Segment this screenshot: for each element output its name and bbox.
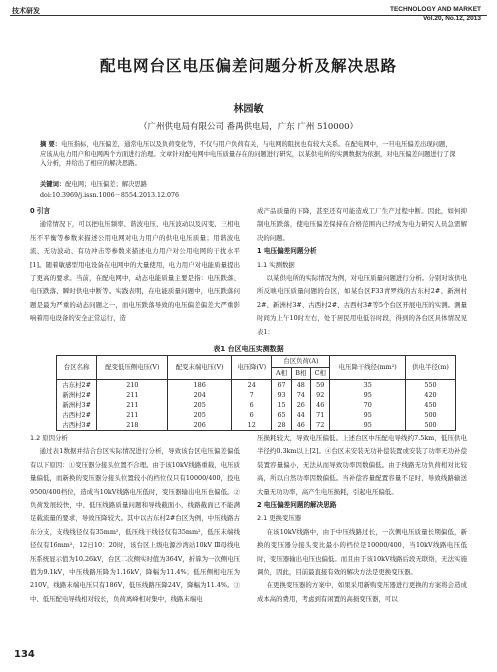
table-cell: 450 (406, 400, 456, 410)
col-header-load: 台区负荷(A) (272, 356, 330, 368)
cause-analysis-paragraph: 通过表1数据并结合台区实际情况进行分析，导致该台区电压偏差偏低有以下原因：①变压器分接头位置不合理。由于该10kV线路重载，电压质量偏低，而新换的变压器分接头位置较小的档位仅只有10000/400，投电9500/400档位，造成当10kV线路电压低时，变压器输出电压也偏低。②负荷发展较快，中、低压线路质量问题和导线截面小，线路截面已不能满足载流量的要求，导致压降较大。其中以古东村2#台区为例，中压线路古东分支，支线线径仅有35mm²，低压线干线径仅有35mm²，低压末端线径仅有16mm²，12日10：20时，该台区上级电源沙湾站10kV Ⅲ母线电压系统显示值为10.26kV，台区二次侧实时值为364V，折算为一次侧电压值为9.1kV，中压线路压降为1.16kV，降幅为11.4%；低压侧相电压为210V，线路末端电压只有186V，低压线路压降24V，降幅为11.4%。③中、低压配电导线相对较长，负荷离峰相对集中，线路末端电 (30, 447, 240, 603)
section-intro-heading: 0 引言 (30, 207, 51, 215)
table-cell: 72 (310, 420, 330, 431)
table-cell: 古西村2# (57, 410, 97, 420)
table-cell: 550 (406, 380, 456, 391)
table-cell: 205 (168, 410, 232, 420)
table-cell: 26 (291, 400, 310, 410)
journal-name: TECHNOLOGY AND MARKET (390, 6, 481, 13)
table-row (57, 380, 456, 391)
table-cell: 44 (291, 410, 310, 420)
table-cell: 古西村3# (57, 420, 97, 431)
cause-analysis-cont: 压损耗较大，导致电压偏低。上述台区中压配电导线约7.5km，低压供电半径约0.3km以上[2]。④台区未安装无功补偿装置或安装了功率无功补偿装置容量偏小，无法从而导致功率因数偏低。由于线路无功负荷相对比较高，所以自然功率因数偏低。当补偿容量配置容量不足时，导致线路输送大量无功功率，高产生电压损耗，引起电压偏低。 (257, 434, 467, 496)
sub-header-c: C相 (310, 368, 330, 380)
table-cell: 46 (310, 400, 330, 410)
section-1-heading: 1 电压偏差问题分析 (257, 247, 317, 256)
table-cell: 74 (291, 390, 310, 400)
journal-header (390, 5, 481, 23)
section-label: 技术研发 (12, 7, 40, 15)
table-cell: 205 (168, 400, 232, 410)
author: 林园敏 (233, 104, 264, 115)
table-cell: 15 (272, 400, 291, 410)
doi: doi:10.3969/j.issn.1006－8554.2013.12.076 (40, 192, 180, 199)
measurement-paragraph: 以某供电所的实际情况为例，对电压质量问题进行分析。分别对该供电所反映电压质量问题的台区，如某台区F33青罗线的古东村2#、新洲村2#、新洲村3#、古西村2#、古西村3#等5个台区开展电压的实测。测量时间为上午10时左右，处于居民用电低谷时段，得到的各台区具体情况见表1： (257, 274, 467, 336)
table-title: 表1 台区电压实测数据 (213, 345, 284, 353)
keywords (40, 180, 457, 190)
sub-header-a: A相 (272, 368, 291, 380)
col-header-wire-gauge: 电压降干线径(mm²) (330, 356, 406, 380)
table-cell: 204 (168, 390, 232, 400)
table-row (57, 390, 456, 400)
table-cell: 70 (330, 400, 406, 410)
table-cell: 211 (97, 410, 168, 420)
transformer-paragraph: 在该10kV线路中，由于中压线路过长，一次侧电压质量长期偏低，新换的变压器分接头变比最小的档位是10000/400，当10kV线路电压低时，变压器输出电压也偏低。而且由于该10kV线路后段无联络，无法实施调负，因此，目前最直接有效的解决方法是更换变压器。 (257, 527, 467, 577)
abstract-label: 摘 要： (40, 141, 62, 148)
table-cell: 92 (310, 390, 330, 400)
journal-issue: Vol.20, No.12, 2013 (422, 15, 481, 22)
right-column-bottom (257, 432, 467, 606)
table-row (57, 400, 456, 410)
table-cell: 211 (97, 400, 168, 410)
table-cell: 6 (231, 400, 272, 410)
sub-header-b: B相 (291, 368, 310, 380)
table-cell: 35 (330, 380, 406, 391)
voltage-data-table (56, 355, 456, 431)
right-column-top (257, 205, 467, 339)
abstract (40, 140, 457, 169)
table-cell: 12 (231, 420, 272, 431)
keywords-text: 配电网；电压偏差；解决思路 (65, 181, 148, 188)
table-cell: 28 (272, 420, 291, 431)
page-number: 134 (14, 649, 35, 660)
left-column-top (30, 205, 240, 326)
table-row (57, 410, 456, 420)
table-cell: 71 (310, 410, 330, 420)
section-1-1-heading: 1.1 实测数据 (257, 260, 295, 269)
table-cell: 67 (272, 380, 291, 391)
table-cell: 24 (231, 380, 272, 391)
table-cell: 95 (330, 410, 406, 420)
col-header-name: 台区名称 (57, 356, 97, 380)
table-cell: 新洲村3# (57, 400, 97, 410)
table-cell: 211 (97, 390, 168, 400)
col-header-low-voltage: 配变低压侧电压(V) (97, 356, 168, 380)
affiliation: （广州供电局有限公司 番禺供电局，广东 广州 510000） (138, 122, 359, 132)
section-2-heading: 2 电压偏差问题的解决思路 (257, 501, 337, 510)
col-header-end-voltage: 配变末端电压(V) (168, 356, 232, 380)
transformer-paragraph-2: 在更换变压器的方案中，如果采用新购变压器进行更换的方案将会造成成本高的费用，考虑到有闲置的高损变压器，可以 (257, 581, 467, 603)
table-cell: 新洲村2# (57, 390, 97, 400)
table-cell: 500 (406, 410, 456, 420)
table-cell: 6 (231, 410, 272, 420)
paper-title: 配电网台区电压偏差问题分析及解决思路 (99, 57, 397, 75)
section-2-1-heading: 2.1 更换变压器 (257, 514, 302, 523)
table-cell: 218 (97, 420, 168, 431)
table-cell: 500 (406, 420, 456, 431)
table-cell: 古东村2# (57, 380, 97, 391)
keywords-label: 关键词： (40, 181, 66, 188)
table-cell: 48 (291, 380, 310, 391)
section-1-2-heading: 1.2 原因分析 (30, 434, 68, 442)
left-column-bottom (30, 432, 240, 606)
table-cell: 46 (291, 420, 310, 431)
abstract-text: 电压指标，电压偏差，通常电压以及负荷变化等，不仅与用户负荷有关，与电网的阻抗也有较大关系。在配电网中，一旦电压偏差出现问题，应该从电力用户和电网两个方面进行治理。文章针对配电网中电压质量存在的问题进行研究，以某供电所的实测数据为依据，对电压偏差问题进行了深入分析，并给出了相应的解决思路。 (40, 141, 456, 168)
table-cell: 186 (168, 380, 232, 391)
col-header-voltage-drop: 电压降(V) (231, 356, 272, 380)
col-header-radius: 供电半径(m) (406, 356, 456, 380)
table-cell: 95 (330, 420, 406, 431)
header-rule (10, 15, 487, 16)
table-cell: 206 (168, 420, 232, 431)
table-cell: 65 (272, 410, 291, 420)
intro-paragraph: 通常情况下，可以把电压频率、谐波电压、电压波动以及闪变、三相电压不平衡等参数来描述公用电网对电力用户的供电电压质量；用谐波电流、无功波动、有功冲击等参数来描述电力用户对公用电网的干扰水平[1]。随着敏感型用电设备在电网中的大量使用，电力用户对电能质量提出了更高的要求。当前，在配电网中，动态电能质量主要是指：电压跌落、电压跌落、瞬时供电中断等。实践表明，在电能质量问题中，电压跌落问题是最为严重的动态问题之一，而电压跌落导致的电压偏差偏差大严重影响着用电设备的安全正常运行，造 (30, 220, 240, 323)
table-cell: 420 (406, 390, 456, 400)
table-cell: 7 (231, 390, 272, 400)
table-body (57, 380, 456, 431)
table-cell: 93 (272, 390, 291, 400)
table-cell: 95 (330, 390, 406, 400)
table-cell: 210 (97, 380, 168, 391)
intro-paragraph-cont: 成产品质量的下降，甚至还有可能造成工厂生产过程中断。因此，如何抑制电压跌落，使电压偏差保持在合格范围内已经成为电力研究人员急需解决的问题。 (257, 207, 467, 242)
table-cell: 59 (310, 380, 330, 391)
table-row (57, 420, 456, 431)
